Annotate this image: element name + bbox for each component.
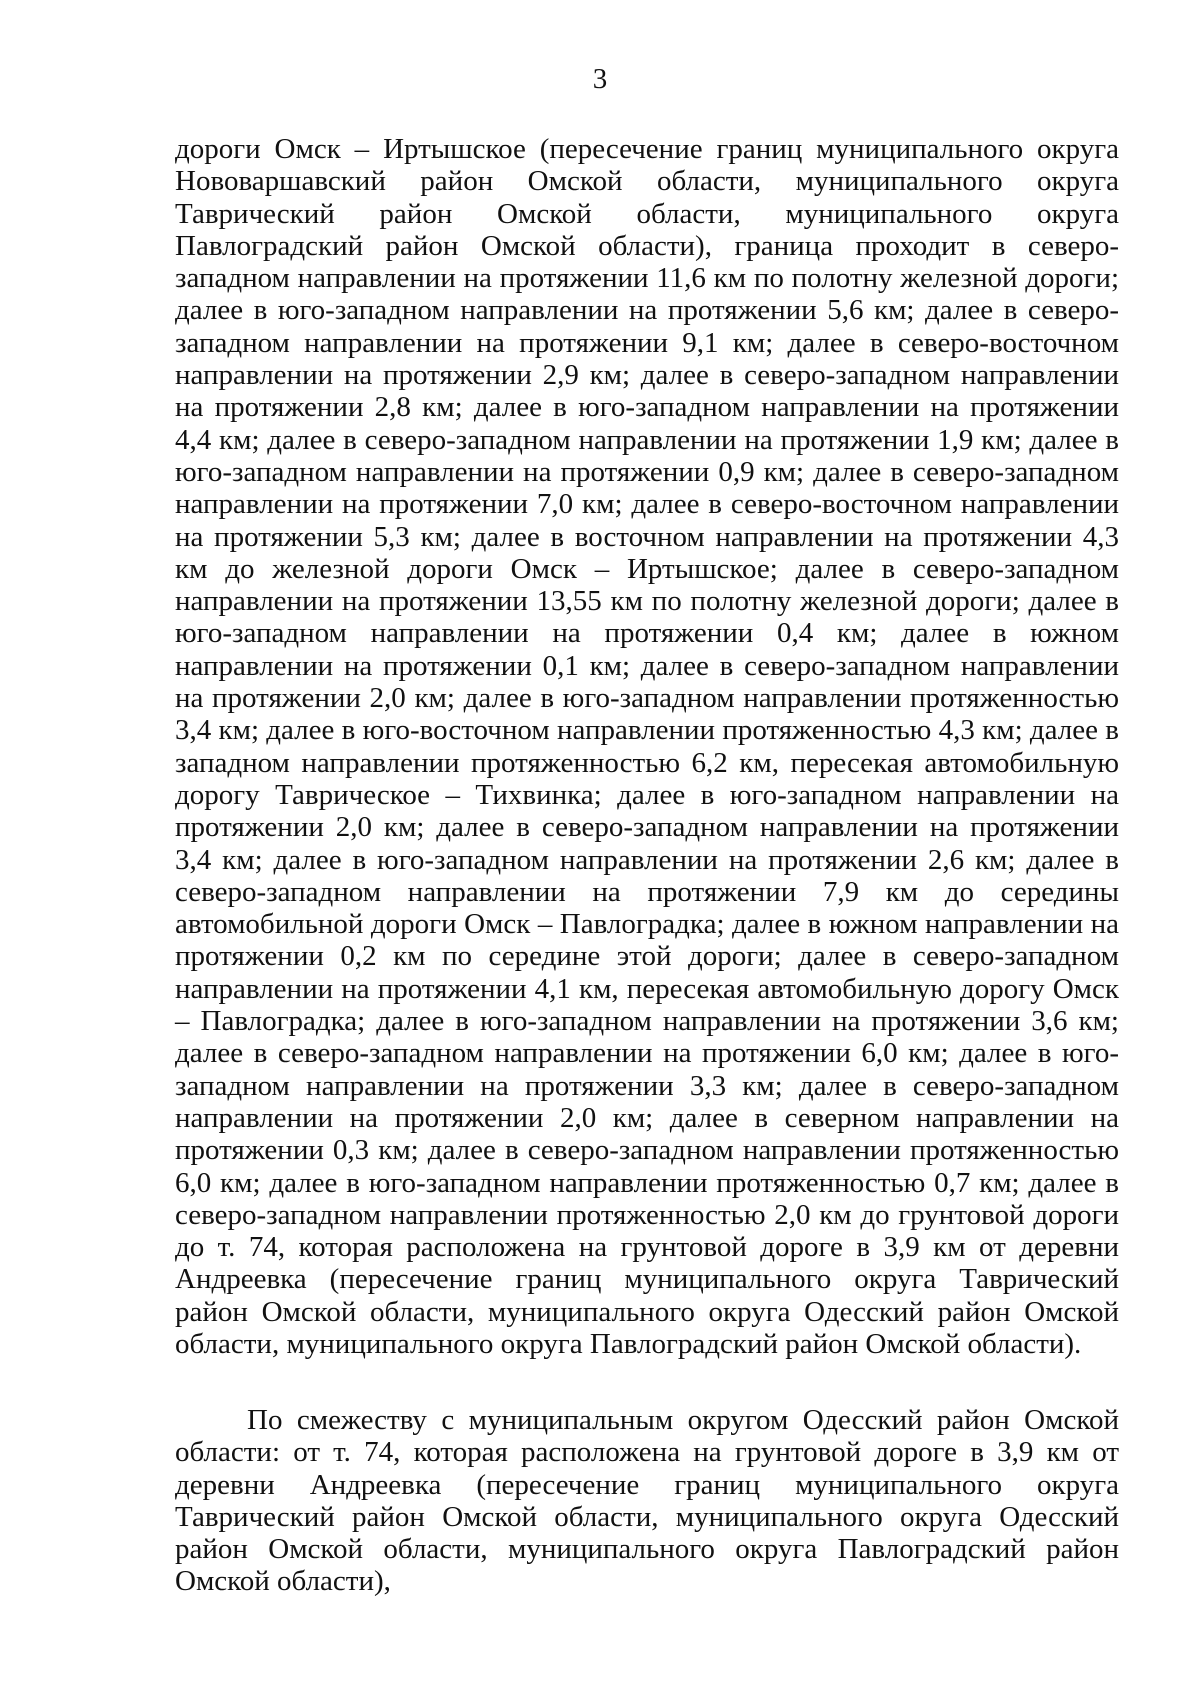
body-paragraph-2: По смежеству с муниципальным округом Одесский район Омской области: от т. 74, которая расположена на грунтовой дороге в 3,9 км от деревни Андреевка (пересечение границ муниципального округа Таврический район Омской области, муниципального округа Одесский район Омской области, муниципального округа Павлоградский район Омской области), (175, 1404, 1119, 1598)
page-number: 3 (592, 63, 608, 95)
body-paragraph-1: дороги Омск – Иртышское (пересечение границ муниципального округа Нововаршавский район Омской области, муниципального округа Таврический район Омской области, муниципального округа Павлоградский район Омской области), граница проходит в северо-западном направлении на протяжении 11,6 км по полотну железной дороги; далее в юго-западном направлении на протяжении 5,6 км; далее в северо-западном направлении на протяжении 9,1 км; далее в северо-восточном направлении на протяжении 2,9 км; далее в северо-западном направлении на протяжении 2,8 км; далее в юго-западном направлении на протяжении 4,4 км; далее в северо-западном направлении на протяжении 1,9 км; далее в юго-западном направлении на протяжении 0,9 км; далее в северо-западном направлении на протяжении 7,0 км; далее в северо-восточном направлении на протяжении 5,3 км; далее в восточном направлении на протяжении 4,3 км до железной дороги Омск – Иртышское; далее в северо-западном направлении на протяжении 13,55 км по полотну железной дороги; далее в юго-западном направлении на протяжении 0,4 км; далее в южном направлении на протяжении 0,1 км; далее в северо-западном направлении на протяжении 2,0 км; далее в юго-западном направлении протяженностью 3,4 км; далее в юго-восточном направлении протяженностью 4,3 км; далее в западном направлении протяженностью 6,2 км, пересекая автомобильную дорогу Таврическое – Тихвинка; далее в юго-западном направлении на протяжении 2,0 км; далее в северо-западном направлении на протяжении 3,4 км; далее в юго-западном направлении на протяжении 2,6 км; далее в северо-западном направлении на протяжении 7,9 км до середины автомобильной дороги Омск – Павлоградка; далее в южном направлении на протяжении 0,2 км по середине этой дороги; далее в северо-западном направлении на протяжении 4,1 км, пересекая автомобильную дорогу Омск – Павлоградка; далее в юго-западном направлении на протяжении 3,6 км; далее в северо-западном направлении на протяжении 6,0 км; далее в юго-западном направлении на протяжении 3,3 км; далее в северо-западном направлении на протяжении 2,0 км; далее в северном направлении на протяжении 0,3 км; далее в северо-западном направлении протяженностью 6,0 км; далее в юго-западном направлении протяженностью 0,7 км; далее в северо-западном направлении протяженностью 2,0 км до грунтовой дороги до т. 74, которая расположена на грунтовой дороге в 3,9 км от деревни Андреевка (пересечение границ муниципального округа Таврический район Омской области, муниципального округа Одесский район Омской области, муниципального округа Павлоградский район Омской области). (175, 133, 1119, 1360)
